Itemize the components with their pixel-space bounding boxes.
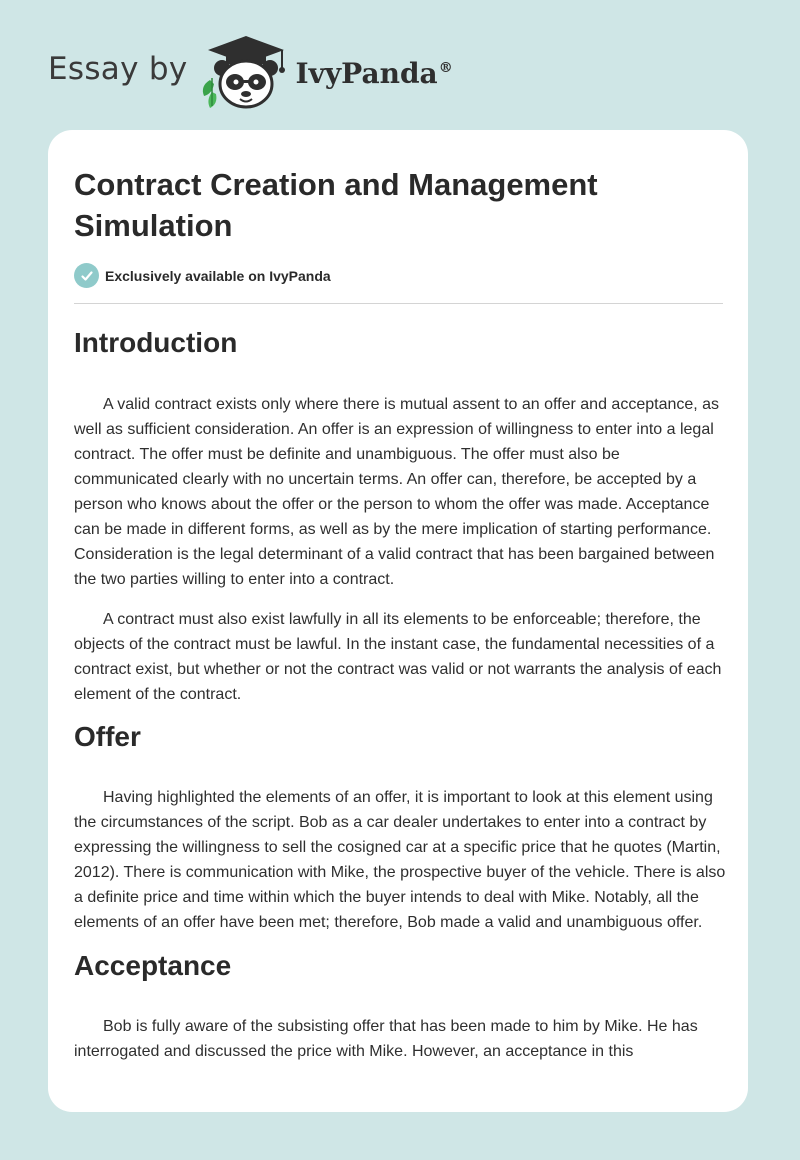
- paragraph: A contract must also exist lawfully in all its elements to be enforceable; therefore, the objects of the contract must be lawful. In the instant case, the fundamental necessities of a contract exist, but whether or not the contract was valid or not warrants the analysis of each element of the contract.: [74, 611, 722, 703]
- essay-card: [48, 130, 748, 1112]
- panda-graduate-logo-icon[interactable]: [198, 34, 294, 110]
- registered-mark: ®: [438, 60, 453, 77]
- divider: [74, 303, 723, 304]
- section-heading-introduction: Introduction: [74, 327, 238, 358]
- essay-by-label: Essay by: [48, 51, 188, 87]
- section-heading-offer: Offer: [74, 721, 141, 752]
- section-heading-acceptance: Acceptance: [74, 950, 232, 981]
- site-header: [48, 34, 453, 110]
- essay-title: Contract Creation and Management Simulation: [74, 167, 598, 243]
- brand-name: IvyPanda®: [295, 56, 453, 90]
- paragraph: A valid contract exists only where there is mutual assent to an offer and acceptance, as well as sufficient consideration. An offer is an expression of willingness to enter into a legal contract. The offer must be definite and unambiguous. The offer must also be communicated clearly with no uncertain terms. An offer can, therefore, be accepted by a person who knows about the offer or the person to whom the offer was made. Acceptance can be made in different forms, as well as by the mere implication of starting performance. Consideration is the legal determinant of a valid contract that has been bargained between the two parties willing to enter into a contract.: [74, 396, 720, 588]
- check-icon: [74, 263, 99, 288]
- paragraph: Having highlighted the elements of an offer, it is important to look at this element using the circumstances of the script. Bob as a car dealer undertakes to enter into a contract by expressing the willingness to sell the cosigned car at a specific price that he quotes (Martin, 2012). There is communication with Mike, the prospective buyer of the vehicle. There is also a definite price and time within which the buyer intends to deal with Mike. Notably, all the elements of an offer have been met; therefore, Bob made a valid and unambiguous offer.: [74, 789, 726, 931]
- exclusive-badge: [74, 263, 331, 288]
- exclusive-label: Exclusively available on IvyPanda: [105, 267, 331, 284]
- paragraph: Bob is fully aware of the subsisting offer that has been made to him by Mike. He has interrogated and discussed the price with Mike. However, an acceptance in this: [74, 1018, 698, 1060]
- essay-body: [74, 323, 726, 1064]
